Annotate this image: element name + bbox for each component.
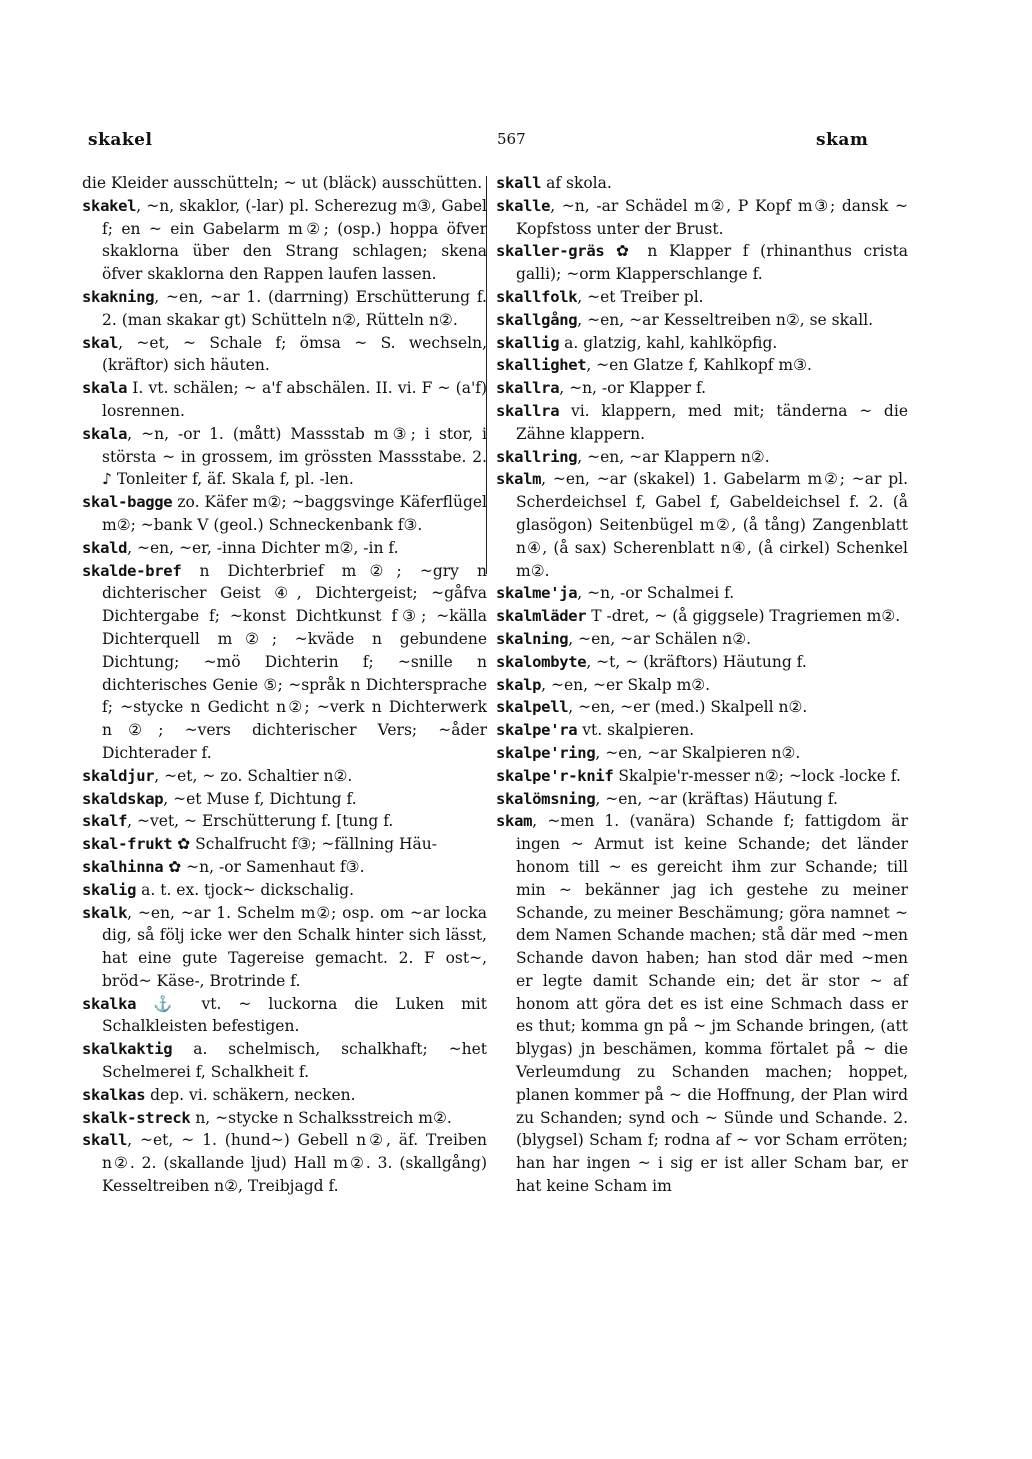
dictionary-entry: skala, ~n, -or 1. (mått) Massstab m③; i stor, i största ~ in grossem, im grössten Massstabe. 2. ♪ Tonleiter f, äf. Skala f, pl. -len. [82,424,487,489]
page-number: 567 [497,130,526,148]
headword: skalf [82,812,128,831]
dictionary-entry: skallring, ~en, ~ar Klappern n②. [496,447,770,466]
headword: skakning [82,287,155,306]
headword: skalk [82,903,128,922]
dictionary-entry: skalde-bref n Dichterbrief m②; ~gry n dichterischer Geist ④, Dichtergeist; ~gåfva Dichtergabe f; ~konst Dichtkunst f③; ~källa Dichterquell m②; ~kväde n gebundene Dichtung; ~mö Dichterin f; ~snille n dichterisches Genie ⑤; ~språk n Dichtersprache f; ~stycke n Gedicht n②; ~verk n Dichterwerk n②; ~vers dichterischer Vers; ~åder Dichterader f. [82,561,487,762]
dictionary-entry: skall af skola. [496,174,612,192]
headword: skakel [82,196,137,215]
headword: skalig [82,880,137,899]
headword: skalpe'r-knif [496,766,614,785]
headword: skald [82,538,128,557]
dictionary-entry: skalömsning, ~en, ~ar (kräftas) Häutung f. [496,789,838,808]
headword: skaller-gräs [496,242,605,261]
dictionary-entry: skall, ~et, ~ 1. (hund~) Gebell n②, äf. Treiben n②. 2. (skallande ljud) Hall m②. 3. (skallgång) Kesseltreiben n②, Treibjagd f. [82,1131,487,1196]
headword: skal-frukt [82,835,173,854]
dictionary-entry: skallra, ~n, -or Klapper f. [496,379,707,398]
dictionary-entry: skallra vi. klappern, med mit; tänderna ~ die Zähne klappern. [496,401,908,443]
running-header [0,130,1032,160]
dictionary-entry: skal, ~et, ~ Schale f; ömsa ~ S. wechseln, (kräftor) sich häuten. [82,333,487,375]
dictionary-entry: skalpe'ra vt. skalpieren. [496,721,695,740]
dictionary-entry: skaldskap, ~et Muse f, Dichtung f. [82,789,357,808]
dictionary-entry: skallighet, ~en Glatze f, Kahlkopf m③. [496,356,812,375]
dictionary-entry: skalpell, ~en, ~er (med.) Skalpell n②. [496,698,808,717]
dictionary-entry: skam, ~men 1. (vanära) Schande f; fattigdom är ingen ~ Armut ist keine Schande; det länder honom till ~ es gereicht ihm zur Schande; till min ~ bekänner jag ich gestehe zu meiner Schande, zu meiner Beschämung; göra namnet ~ dem Namen Schande machen; stå där med ~men Schande davon haben; han stod där med ~men er legte damit Schande ein; det är stor ~ af honom att göra det es ist eine Schmach dass er es thut; komma gn på ~ jm Schande bringen, (att blygas) jn beschämen, komma förtalet på ~ die Verleumdung zu Schanden machen; hoppet, planen kommer på ~ die Hoffnung, der Plan wird zu Schanden; synd och ~ Sünde und Schande. 2. (blygsel) Scham f; rodna af ~ vor Scham erröten; han har ingen ~ i sig er ist aller Scham bar, er hat keine Scham im [496,812,908,1196]
headword: skalpe'ra [496,721,578,740]
header-right-guide-word: skam [816,130,869,150]
headword: skalmläder [496,607,587,626]
headword: skallig [496,333,560,352]
headword: skalka [82,994,137,1013]
headword: skalombyte [496,652,587,671]
header-left-guide-word: skakel [88,130,153,150]
dictionary-entry: skalk-streck n, ~stycke n Schalksstreich m②. [82,1108,452,1127]
headword: skalk-streck [82,1108,191,1127]
dictionary-entry: skalpe'r-knif Skalpie'r-messer n②; ~lock -locke f. [496,766,901,785]
headword: skalp [496,675,542,694]
headword: skala [82,379,128,398]
dictionary-entry: skalme'ja, ~n, -or Schalmei f. [496,584,735,603]
dictionary-entry: skalmläder T -dret, ~ (å giggsele) Tragriemen m②. [496,607,901,626]
headword: skallfolk [496,287,578,306]
headword: skalhinna [82,857,164,876]
headword: skalkas [82,1085,146,1104]
dictionary-entry: skalkas dep. vi. schäkern, necken. [82,1085,356,1104]
dictionary-entry: skalle, ~n, -ar Schädel m②, P Kopf m③; dansk ~ Kopfstoss unter der Brust. [496,196,908,238]
dictionary-entry: skalka ⚓ vt. ~ luckorna die Luken mit Schalkleisten befestigen. [82,994,487,1036]
headword: skalpell [496,698,569,717]
dictionary-entry: skala I. vt. schälen; ~ a'f abschälen. II. vi. F ~ (a'f) losrennen. [82,379,487,420]
headword: skallighet [496,356,587,375]
headword: skal [82,333,119,352]
dictionary-entry: skakel, ~n, skaklor, (-lar) pl. Scherezug m③, Gabel f; en ~ ein Gabelarm m②; (osp.) hoppa öfver skaklorna über den Strang schlagen; skena öfver skaklorna den Rappen laufen lassen. [82,196,487,284]
headword: skalkaktig [82,1040,173,1059]
dictionary-entry: die Kleider ausschütteln; ~ ut (bläck) ausschütten. [82,174,483,192]
headword: skallring [496,447,578,466]
dictionary-entry: skald, ~en, ~er, -inna Dichter m②, -in f. [82,538,399,557]
headword: skalpe'ring [496,743,596,762]
dictionary-entry: skalk, ~en, ~ar 1. Schelm m②; osp. om ~ar locka dig, så följ icke wer den Schalk hinter sich lässt, hat eine gute Tagereise gemacht. 2. F ost~, bröd~ Käse-, Brotrinde f. [82,903,487,990]
headword: skaldskap [82,789,164,808]
headword: skall [82,1131,128,1150]
dictionary-entry: skalning, ~en, ~ar Schälen n②. [496,629,752,648]
dictionary-entry: skal-bagge zo. Käfer m②; ~baggsvinge Käferflügel m②; ~bank V (geol.) Schneckenbank f③. [82,493,487,534]
dictionary-entry: skalkaktig a. schelmisch, schalkhaft; ~het Schelmerei f, Schalkheit f. [82,1040,487,1082]
headword: skam [496,812,533,831]
headword: skal-bagge [82,493,173,512]
left-column [82,172,487,1198]
dictionary-entry: skallfolk, ~et Treiber pl. [496,287,704,306]
dictionary-entry: skalf, ~vet, ~ Erschütterung f. [tung f. [82,812,394,831]
dictionary-entry: skal-frukt ✿ Schalfrucht f③; ~fällning Häu- [82,835,438,854]
dictionary-entry: skallig a. glatzig, kahl, kahlköpfig. [496,333,778,352]
headword: skalm [496,470,542,489]
headword: skala [82,424,128,443]
headword: skalning [496,629,569,648]
headword: skaldjur [82,766,155,785]
dictionary-entry: skalombyte, ~t, ~ (kräftors) Häutung f. [496,652,807,671]
dictionary-entry: skakning, ~en, ~ar 1. (darrning) Erschütterung f. 2. (man skakar gt) Schütteln n②, Rütteln n②. [82,287,487,329]
dictionary-entry: skalm, ~en, ~ar (skakel) 1. Gabelarm m②; ~ar pl. Scherdeichsel f, Gabel f, Gabeldeichsel f. 2. (å glasögon) Seitenbügel m②, (å tång) Zangenblatt n④, (å sax) Scherenblatt n④, (å cirkel) Schenkel m②. [496,470,908,580]
dictionary-entry: skalhinna ✿ ~n, -or Samenhaut f③. [82,857,365,876]
dictionary-entry: skaller-gräs ✿ n Klapper f (rhinanthus crista galli); ~orm Klapperschlange f. [496,242,908,284]
headword: skalle [496,196,551,215]
dictionary-entry: skalpe'ring, ~en, ~ar Skalpieren n②. [496,743,801,762]
headword: skalme'ja [496,584,578,603]
headword: skall [496,174,542,192]
headword: skallra [496,379,560,398]
dictionary-entry: skalig a. t. ex. tjock~ dickschalig. [82,880,355,899]
dictionary-entry: skaldjur, ~et, ~ zo. Schaltier n②. [82,766,353,785]
dictionary-entry: skalp, ~en, ~er Skalp m②. [496,675,711,694]
headword: skalömsning [496,789,596,808]
right-column [496,172,908,1198]
headword: skalde-bref [82,561,182,580]
headword: skallgång [496,310,578,329]
headword: skallra [496,401,560,420]
dictionary-entry: skallgång, ~en, ~ar Kesseltreiben n②, se skall. [496,310,874,329]
